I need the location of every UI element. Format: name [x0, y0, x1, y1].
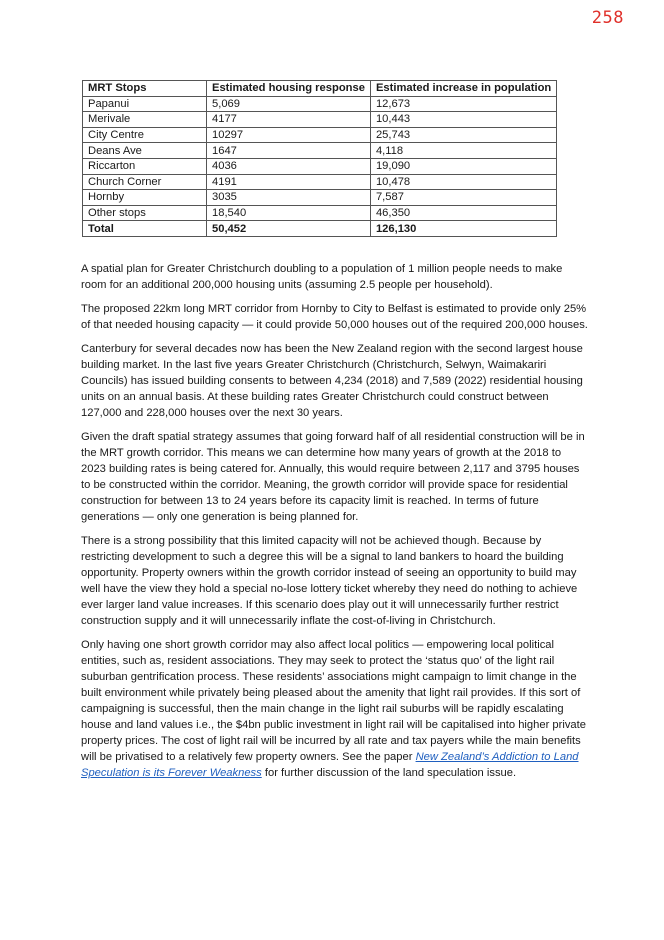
- stop-name: Papanui: [83, 96, 207, 112]
- housing-value: 5,069: [207, 96, 371, 112]
- table-row: [83, 112, 557, 128]
- population-value: 10,478: [370, 174, 556, 190]
- total-label: Total: [83, 221, 207, 237]
- table-row: [83, 143, 557, 159]
- stop-name: Merivale: [83, 112, 207, 128]
- paragraph: The proposed 22km long MRT corridor from Hornby to City to Belfast is estimated to provide only 25% of that needed housing capacity — it could provide 50,000 houses out of the required 200,000 houses.: [81, 303, 588, 331]
- table-row: [83, 96, 557, 112]
- housing-value: 1647: [207, 143, 371, 159]
- total-population-value: 126,130: [370, 221, 556, 237]
- page-number: 258: [591, 8, 624, 28]
- paragraph-text: for further discussion of the land speculation issue.: [261, 767, 517, 779]
- table-row: [83, 174, 557, 190]
- housing-value: 10297: [207, 127, 371, 143]
- table-header-row: [83, 81, 557, 97]
- table-row: [83, 190, 557, 206]
- stop-name: Deans Ave: [83, 143, 207, 159]
- stop-name: Other stops: [83, 205, 207, 221]
- table-row: [83, 205, 557, 221]
- paragraph: Given the draft spatial strategy assumes that going forward half of all residential construction will be in the MRT growth corridor. This means we can determine how many years of growth at the 2018 to 2023 building rates is being catered for. Annually, this would require between 2,117 and 3795 houses to be constructed within the corridor. Meaning, the growth corridor will provide space for residential construction for between 13 to 24 years before its capacity limit is reached. In terms of future generations — only one generation is being planned for.: [81, 431, 585, 523]
- total-housing-value: 50,452: [207, 221, 371, 237]
- population-value: 12,673: [370, 96, 556, 112]
- stop-name: Hornby: [83, 190, 207, 206]
- paragraph-text: Only having one short growth corridor may also affect local politics — empowering local political entities, such as, resident associations. They may seek to protect the ‘status quo’ of the light rail suburban gentrification process. These residents’ associations might campaign to limit change in the built environment while privately being pleased about the amenity that light rail provides. If this sort of campaigning is successful, then the main change in the light rail suburbs will be rapidly escalating house and land values i.e., the $4bn public investment in light rail will be capitalised into higher private property prices. The cost of light rail will be incurred by all rate and tax payers while the main benefits will be privatised to a relatively few property owners. See the paper: [81, 639, 586, 763]
- stop-name: City Centre: [83, 127, 207, 143]
- housing-value: 3035: [207, 190, 371, 206]
- population-value: 19,090: [370, 158, 556, 174]
- population-value: 7,587: [370, 190, 556, 206]
- paragraph: A spatial plan for Greater Christchurch doubling to a population of 1 million people needs to make room for an additional 200,000 housing units (assuming 2.5 people per household).: [81, 263, 563, 291]
- stop-name: Church Corner: [83, 174, 207, 190]
- header-mrt-stops: MRT Stops: [83, 81, 207, 97]
- population-value: 46,350: [370, 205, 556, 221]
- housing-value: 4036: [207, 158, 371, 174]
- table-row: [83, 158, 557, 174]
- body-text: [81, 261, 588, 789]
- population-value: 25,743: [370, 127, 556, 143]
- housing-value: 4191: [207, 174, 371, 190]
- paragraph: There is a strong possibility that this limited capacity will not be achieved though. Because by restricting development to such a degree this will be a signal to land bankers to hoard the building opportunity. Property owners within the growth corridor instead of seeing an opportunity to build may well have the view they hold a special no-lose lottery ticket whereby they need do nothing to achieve ever larger land value increases. If this scenario does play out it will unnecessarily further restrict construction supply and it will unnecessarily inflate the cost-of-living in Christchurch.: [81, 535, 578, 627]
- housing-population-table: [82, 80, 557, 237]
- paragraph: [81, 637, 588, 781]
- header-housing-response: Estimated housing response: [207, 81, 371, 97]
- land-speculation-paper-link[interactable]: New Zealand’s Addiction to Land Speculation is its Forever Weakness: [81, 751, 579, 779]
- housing-value: 18,540: [207, 205, 371, 221]
- population-value: 10,443: [370, 112, 556, 128]
- table-total-row: [83, 221, 557, 237]
- stop-name: Riccarton: [83, 158, 207, 174]
- population-value: 4,118: [370, 143, 556, 159]
- housing-value: 4177: [207, 112, 371, 128]
- table-row: [83, 127, 557, 143]
- header-population-increase: Estimated increase in population: [370, 81, 556, 97]
- paragraph: Canterbury for several decades now has been the New Zealand region with the second largest house building market. In the last five years Greater Christchurch (Christchurch, Selwyn, Waimakariri Councils) has issued building consents to between 4,234 (2018) and 7,589 (2022) residential housing units on an annual basis. At these building rates Greater Christchurch could construct between 127,000 and 228,000 houses over the next 30 years.: [81, 343, 583, 419]
